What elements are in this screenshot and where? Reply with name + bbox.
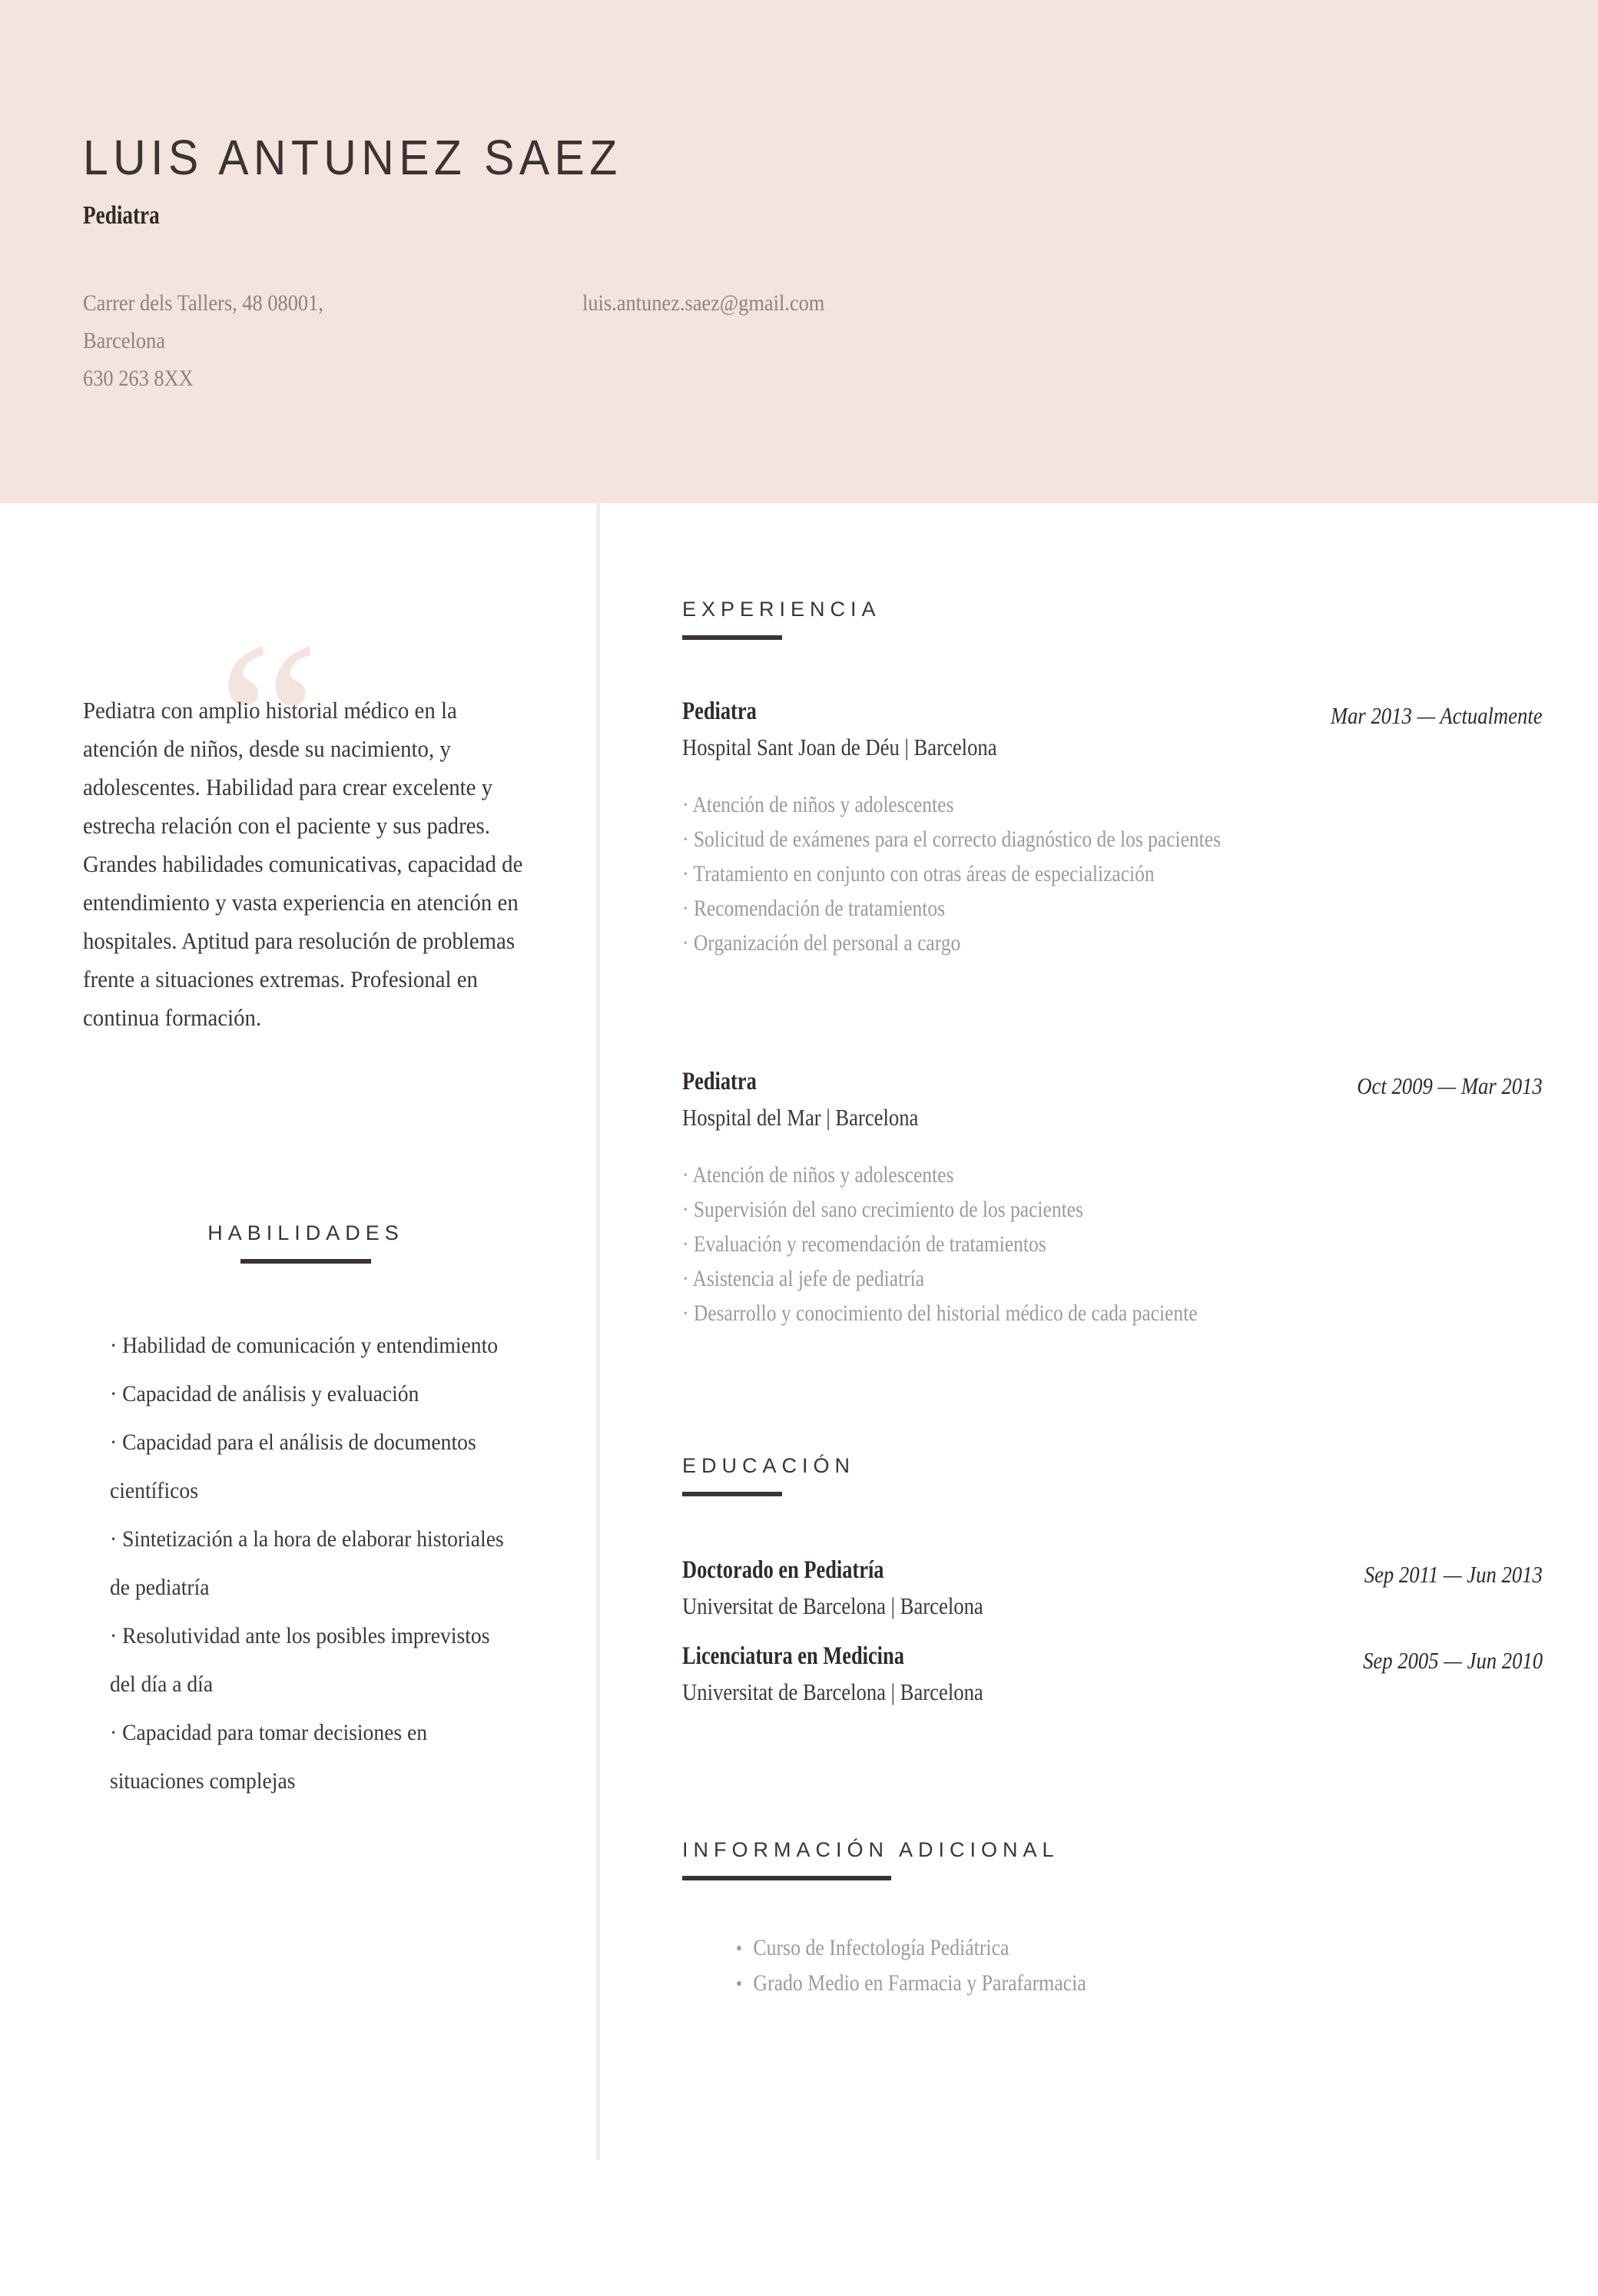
page-title: LUIS ANTUNEZ SAEZ bbox=[83, 130, 622, 185]
education-degree: Doctorado en Pediatría bbox=[682, 1556, 884, 1584]
list-item: · Capacidad de análisis y evaluación bbox=[110, 1381, 419, 1406]
education-entry bbox=[682, 1556, 1543, 1620]
list-item: · Capacidad para el análisis de documentos científicos bbox=[110, 1430, 476, 1503]
experience-entry bbox=[682, 697, 1543, 960]
contact-email[interactable]: luis.antunez.saez@gmail.com bbox=[582, 290, 825, 316]
experience-bullet-list bbox=[682, 787, 1531, 960]
list-item: · Atención de niños y adolescentes bbox=[682, 1162, 954, 1188]
skills-heading-rule bbox=[240, 1259, 371, 1264]
list-item: · Sintetización a la hora de elaborar historiales de pediatría bbox=[110, 1526, 504, 1600]
education-degree: Licenciatura en Medicina bbox=[682, 1642, 904, 1670]
list-item: · Resolutividad ante los posibles imprevistos del día a día bbox=[110, 1623, 490, 1697]
education-institution: Universitat de Barcelona | Barcelona bbox=[682, 1592, 983, 1619]
list-item bbox=[736, 1966, 1476, 2001]
experience-entry bbox=[682, 1068, 1543, 1330]
bullet-dot-icon: • bbox=[736, 1973, 742, 1995]
left-column bbox=[83, 595, 529, 1794]
list-item: · Atención de niños y adolescentes bbox=[682, 792, 954, 817]
list-item: · Tratamiento en conjunto con otras áreas de especialización bbox=[682, 861, 1155, 886]
experience-section-header bbox=[682, 598, 881, 640]
column-divider bbox=[596, 503, 600, 2160]
additional-heading-rule bbox=[682, 1876, 891, 1880]
education-section-header bbox=[682, 1454, 855, 1496]
education-entry bbox=[682, 1642, 1543, 1706]
education-heading-rule bbox=[682, 1492, 782, 1496]
list-item: · Recomendación de tratamientos bbox=[682, 896, 946, 921]
additional-heading-label: INFORMACIÓN ADICIONAL bbox=[682, 1838, 1059, 1861]
job-title-subtitle: Pediatra bbox=[83, 201, 160, 230]
contact-phone: 630 263 8XX bbox=[83, 366, 194, 391]
additional-info-list bbox=[736, 1930, 1476, 2001]
education-date: Sep 2005 — Jun 2010 bbox=[1362, 1647, 1543, 1674]
profile-summary: Pediatra con amplio historial médico en la atención de niños, desde su nacimiento, y adolescentes. Habilidad para crear excelente y estrecha relación con el paciente y sus padres. Grandes habilidades comunicativas, capacidad de entendimiento y vasta experiencia en atención en hospitales. Aptitud para resolución de problemas frente a situaciones extremas. Profesional en continua formación. bbox=[83, 697, 523, 1031]
list-item: · Capacidad para tomar decisiones en situaciones complejas bbox=[110, 1720, 428, 1794]
list-item: · Solicitud de exámenes para el correcto diagnóstico de los pacientes bbox=[682, 827, 1221, 852]
list-item: · Asistencia al jefe de pediatría bbox=[682, 1266, 925, 1291]
skills-heading-label: HABILIDADES bbox=[207, 1221, 404, 1244]
experience-date: Mar 2013 — Actualmente bbox=[1331, 702, 1543, 729]
list-item-label: Grado Medio en Farmacia y Parafarmacia bbox=[753, 1970, 1086, 1996]
experience-bullet-list bbox=[682, 1158, 1531, 1330]
experience-heading-label: EXPERIENCIA bbox=[682, 598, 881, 621]
list-item-label: Curso de Infectología Pediátrica bbox=[753, 1935, 1010, 1960]
experience-heading-rule bbox=[682, 635, 782, 640]
header-band bbox=[0, 0, 1598, 503]
education-heading-label: EDUCACIÓN bbox=[682, 1454, 856, 1477]
list-item: · Supervisión del sano crecimiento de los pacientes bbox=[682, 1197, 1083, 1222]
contact-address-line2: Barcelona bbox=[83, 328, 166, 353]
experience-date: Oct 2009 — Mar 2013 bbox=[1357, 1072, 1543, 1099]
list-item: · Organización del personal a cargo bbox=[682, 930, 961, 956]
list-item: · Evaluación y recomendación de tratamientos bbox=[682, 1231, 1046, 1257]
education-date: Sep 2011 — Jun 2013 bbox=[1364, 1561, 1543, 1588]
experience-role: Pediatra bbox=[682, 1068, 757, 1095]
bullet-dot-icon: • bbox=[736, 1937, 742, 1960]
contact-email-block bbox=[582, 284, 1069, 322]
list-item: · Habilidad de comunicación y entendimiento bbox=[110, 1333, 499, 1358]
experience-organization: Hospital del Mar | Barcelona bbox=[682, 1104, 919, 1131]
experience-role: Pediatra bbox=[682, 697, 757, 725]
list-item bbox=[736, 1930, 1476, 1966]
additional-section-header bbox=[682, 1838, 1059, 1880]
skills-list bbox=[110, 1321, 520, 1805]
contact-address-line1: Carrer dels Tallers, 48 08001, bbox=[83, 290, 323, 316]
experience-organization: Hospital Sant Joan de Déu | Barcelona bbox=[682, 734, 997, 760]
quote-mark-icon: “ bbox=[217, 595, 320, 850]
education-institution: Universitat de Barcelona | Barcelona bbox=[682, 1678, 983, 1705]
list-item: · Desarrollo y conocimiento del historial médico de cada paciente bbox=[682, 1300, 1198, 1326]
skills-section-header bbox=[83, 1221, 529, 1264]
contact-address-block bbox=[83, 284, 435, 397]
